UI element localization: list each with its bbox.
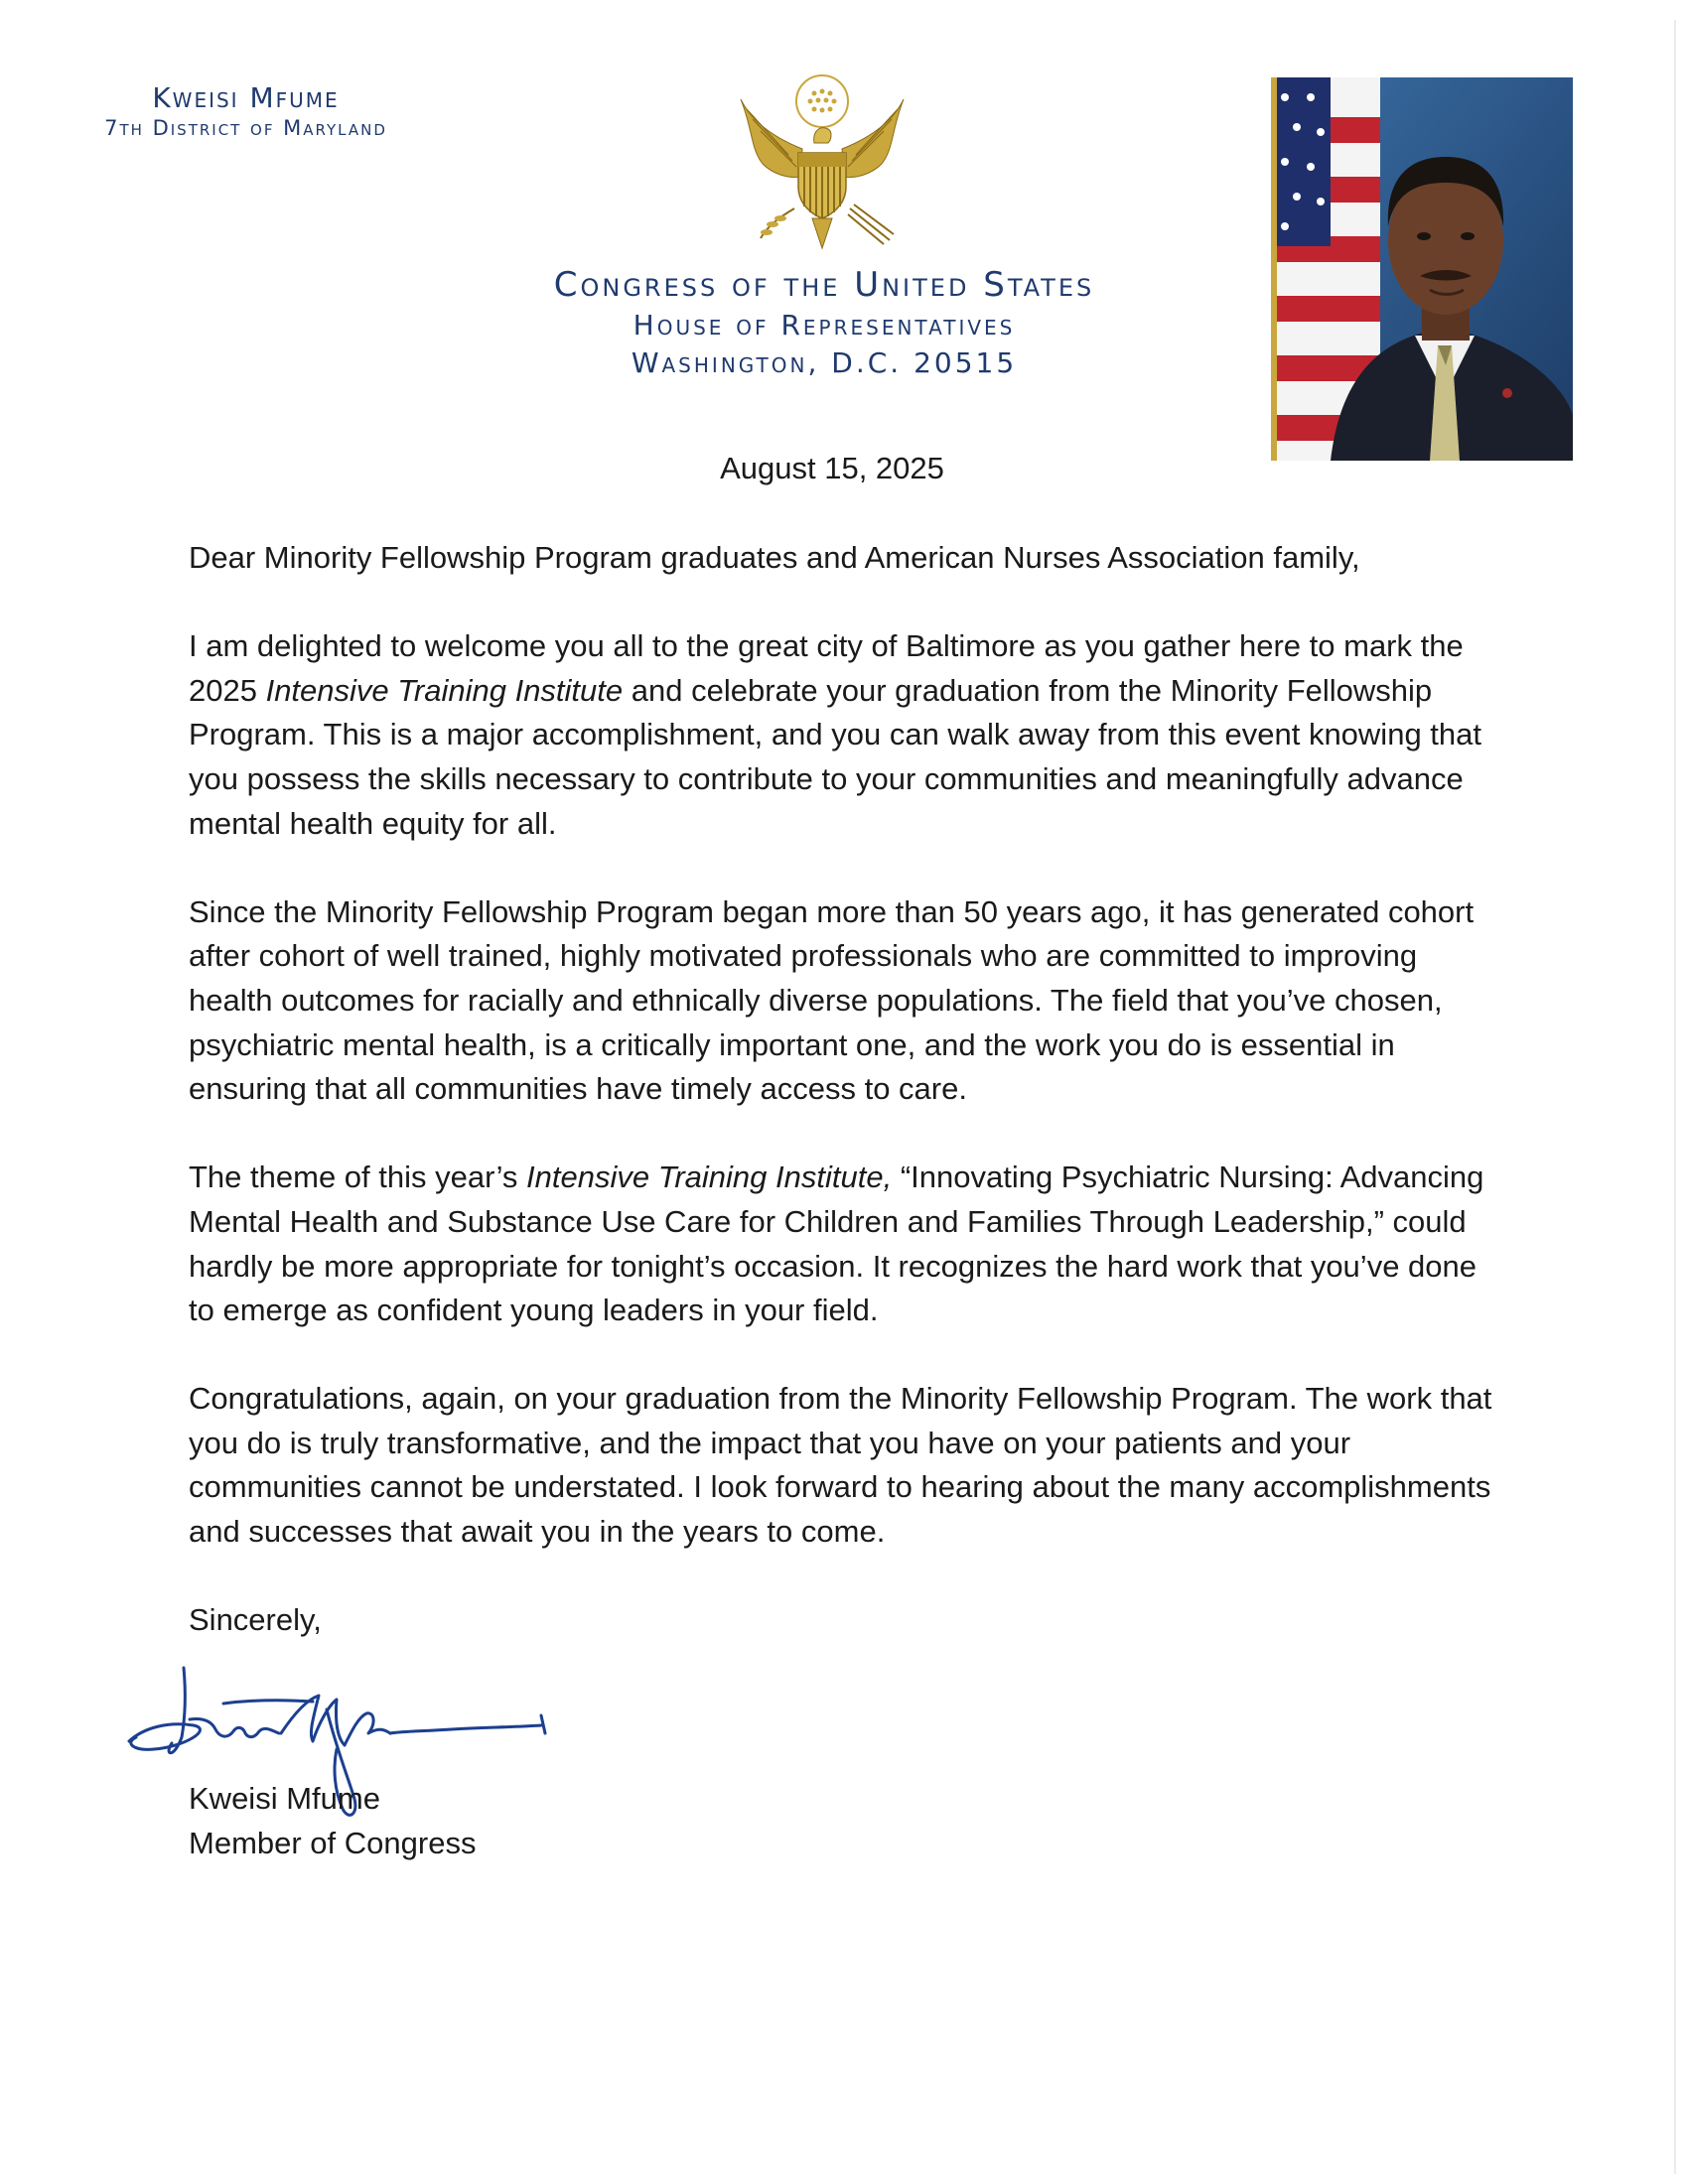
letter-date: August 15, 2025 bbox=[720, 451, 944, 485]
portrait-photo bbox=[1271, 77, 1573, 461]
closing: Sincerely, bbox=[189, 1602, 322, 1638]
salutation: Dear Minority Fellowship Program graduates and American Nurses Association family, bbox=[189, 540, 1360, 575]
letterhead-house: House of Representatives bbox=[633, 309, 1016, 341]
letterhead-address: Washington, D.C. 20515 bbox=[631, 346, 1018, 379]
paragraph-4: Congratulations, again, on your graduation from the Minority Fellowship Program. The work that you do is truly transformative, and the impact that you have on your patients and your communities cannot be understated. I look forward to hearing about the many accomplishments and successes that await you in the years to come. bbox=[189, 1381, 1492, 1550]
sender-block bbox=[70, 81, 422, 141]
page-edge-line bbox=[1674, 20, 1676, 2174]
paragraph-1: I am delighted to welcome you all to the great city of Baltimore as you gather here to mark the 2025 Intensive Training Institute and celebrate your graduation from the Minority Fellowship Program. This is a major accomplishment, and you can walk away from this event knowing that you possess the skills necessary to contribute to your communities and meaningfully advance mental health equity for all. bbox=[189, 628, 1481, 841]
letterhead bbox=[427, 263, 1221, 382]
letter-body bbox=[189, 536, 1509, 1687]
letterhead-congress: Congress of the United States bbox=[553, 265, 1095, 305]
signer-name: Kweisi Mfume bbox=[189, 1781, 380, 1816]
sender-district: 7th District of Maryland bbox=[104, 116, 387, 140]
great-seal-icon bbox=[733, 69, 912, 258]
paragraph-2: Since the Minority Fellowship Program began more than 50 years ago, it has generated cohort after cohort of well trained, highly motivated professionals who are committed to improving health outcomes for racially and ethnically diverse populations. The field that you’ve chosen, psychiatric mental health, is a critically important one, and the work you do is essential in ensuring that all communities have timely access to care. bbox=[189, 893, 1475, 1107]
signer-title: Member of Congress bbox=[189, 1826, 477, 1860]
sender-name: Kweisi Mfume bbox=[152, 81, 340, 114]
paragraph-3: The theme of this year’s Intensive Training Institute, “Innovating Psychiatric Nursing: Advancing Mental Health and Substance Use Care for Children and Families Through Leadership,” could hardly be more appropriate for tonight’s occasion. It recognizes the hard work that you’ve done to emerge as confident young leaders in your field. bbox=[189, 1160, 1484, 1328]
